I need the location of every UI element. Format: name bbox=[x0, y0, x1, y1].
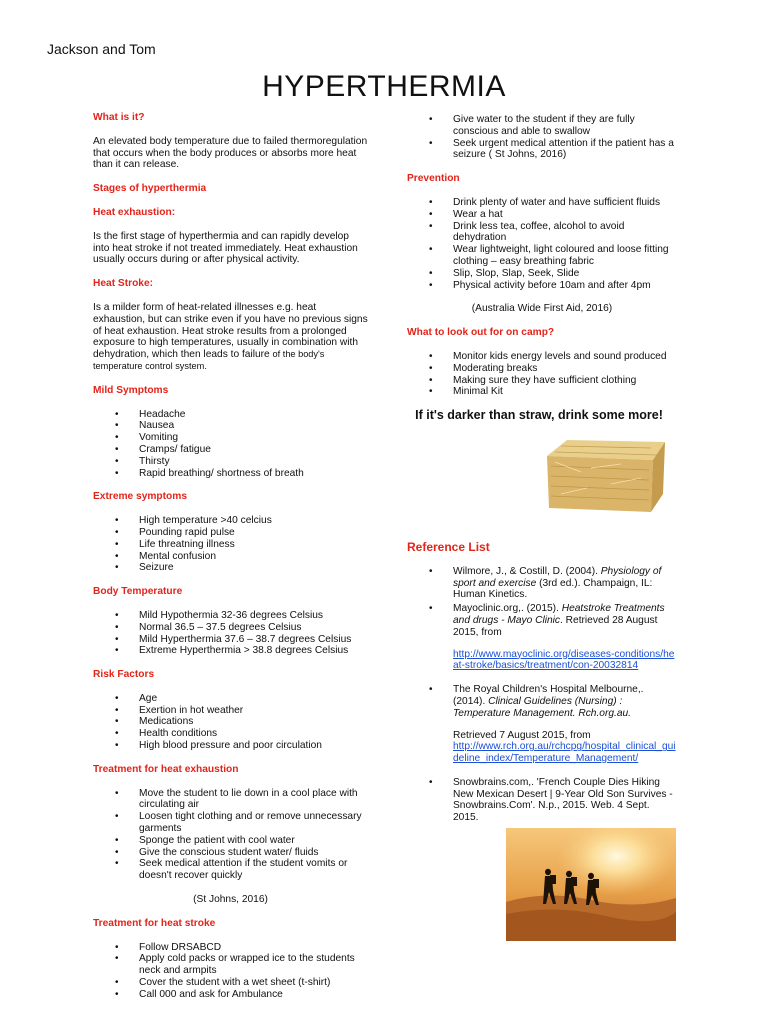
list-item: • Mild Hyperthermia 37.6 – 38.7 degrees Celsius bbox=[93, 634, 368, 646]
list-item: • Move the student to lie down in a cool place with circulating air bbox=[93, 788, 368, 812]
ref-text: Wilmore, J., & Costill, D. (2004). bbox=[453, 565, 601, 577]
treat-exhaustion-heading: Treatment for heat exhaustion bbox=[93, 763, 239, 775]
treat-stroke-list bbox=[93, 942, 368, 1001]
ref-text: Mayoclinic.org,. (2015). bbox=[453, 603, 562, 615]
list-item: • Medications bbox=[93, 716, 368, 728]
ref-text: The Royal Children's Hospital Melbourne,. (2014). bbox=[453, 684, 644, 707]
list-item: • Minimal Kit bbox=[407, 386, 677, 398]
camp-list bbox=[407, 351, 677, 398]
list-item: • Making sure they have sufficient clothing bbox=[407, 375, 677, 387]
list-item: • Drink less tea, coffee, alcohol to avoid dehydration bbox=[407, 221, 677, 245]
list-item: • Life threatning illness bbox=[93, 539, 368, 551]
reference-item bbox=[407, 684, 677, 775]
ref-link[interactable]: http://www.mayoclinic.org/diseases-conditions/heat-stroke/basics/treatment/con-20032814 bbox=[453, 648, 675, 672]
exhaustion-heading: Heat exhaustion: bbox=[93, 206, 176, 218]
camp-heading: What to look out for on camp? bbox=[407, 327, 555, 339]
prevention-heading: Prevention bbox=[407, 173, 460, 185]
hay-bale-image bbox=[541, 428, 671, 520]
ref-link[interactable]: http://www.rch.org.au/rchcpg/hospital_clinical_guideline_index/Temperature_Management/ bbox=[453, 741, 676, 765]
straw-callout: If it's darker than straw, drink some more! bbox=[415, 408, 663, 423]
list-item: • Extreme Hyperthermia > 38.8 degrees Celsius bbox=[93, 645, 368, 657]
stroke-text-tail: of the body's temperature control system. bbox=[93, 349, 325, 371]
ref-title: Clinical Guidelines (Nursing) : Temperature Management. Rch.org.au. bbox=[453, 695, 632, 719]
list-item: • Physical activity before 10am and after 4pm bbox=[407, 280, 677, 292]
list-item: • Call 000 and ask for Ambulance bbox=[93, 989, 368, 1001]
extreme-heading: Extreme symptoms bbox=[93, 491, 187, 503]
risk-heading: Risk Factors bbox=[93, 669, 155, 681]
list-item: • High temperature >40 celcius bbox=[93, 515, 368, 527]
reference-item: • Snowbrains.com,. 'French Couple Dies Hiking New Mexican Desert | 9-Year Old Son Survives - Snowbrains.Com'. N.p., 2015. Web. 4 Sept. 2015. bbox=[407, 777, 677, 824]
list-item: • Mental confusion bbox=[93, 551, 368, 563]
list-item: • Seizure bbox=[93, 562, 368, 574]
list-item: • High blood pressure and poor circulation bbox=[93, 740, 368, 752]
ref-title: Heatstroke Treatments and drugs - Mayo Clinic bbox=[453, 603, 665, 626]
list-item: • Sponge the patient with cool water bbox=[93, 835, 368, 847]
list-item: • Vomiting bbox=[93, 432, 368, 444]
list-item: • Rapid breathing/ shortness of breath bbox=[93, 468, 368, 480]
treat-exhaustion-citation: (St Johns, 2016) bbox=[193, 894, 268, 906]
treat-exhaustion-list bbox=[93, 788, 368, 882]
exhaustion-text: Is the first stage of hyperthermia and can rapidly develop into heat stroke if not treated immediately. Heat exhaustion usually occurs during or after physical activity. bbox=[93, 230, 358, 266]
list-item: • Age bbox=[93, 693, 368, 705]
what-text: An elevated body temperature due to failed thermoregulation that occurs when the body produces or absorbs more heat than it can release. bbox=[93, 135, 368, 171]
mild-heading: Mild Symptoms bbox=[93, 384, 169, 396]
reference-item bbox=[407, 566, 677, 601]
authors: Jackson and Tom bbox=[47, 41, 156, 57]
desert-hikers-image bbox=[506, 828, 676, 941]
list-item: • Give water to the student if they are fully conscious and able to swallow bbox=[407, 114, 677, 138]
list-item: • Seek medical attention if the student vomits or doesn't recover quickly bbox=[93, 858, 368, 882]
mild-list bbox=[93, 409, 368, 480]
stages-heading: Stages of hyperthermia bbox=[93, 183, 207, 195]
reference-item bbox=[407, 603, 677, 682]
list-item: • Seek urgent medical attention if the patient has a seizure ( St Johns, 2016) bbox=[407, 138, 677, 162]
list-item: • Health conditions bbox=[93, 728, 368, 740]
list-item: • Wear lightweight, light coloured and loose fitting clothing – easy breathing fabric bbox=[407, 244, 677, 268]
treat-stroke-heading: Treatment for heat stroke bbox=[93, 917, 216, 929]
list-item: • Cover the student with a wet sheet (t-shirt) bbox=[93, 977, 368, 989]
list-item: • Monitor kids energy levels and sound produced bbox=[407, 351, 677, 363]
list-item: • Mild Hypothermia 32-36 degrees Celsius bbox=[93, 610, 368, 622]
list-item: • Headache bbox=[93, 409, 368, 421]
right-column bbox=[407, 114, 677, 836]
list-item: • Drink plenty of water and have sufficient fluids bbox=[407, 197, 677, 209]
risk-list bbox=[93, 693, 368, 752]
temperature-heading: Body Temperature bbox=[93, 586, 183, 598]
reference-heading: Reference List bbox=[407, 539, 490, 554]
prevention-citation: (Australia Wide First Aid, 2016) bbox=[471, 303, 613, 315]
list-item: • Thirsty bbox=[93, 456, 368, 468]
list-item: • Give the conscious student water/ fluids bbox=[93, 847, 368, 859]
what-heading: What is it? bbox=[93, 112, 145, 123]
list-item: • Apply cold packs or wrapped ice to the students neck and armpits bbox=[93, 953, 368, 977]
ref-text: . Retrieved 28 August 2015, from bbox=[453, 614, 658, 638]
list-item: • Follow DRSABCD bbox=[93, 942, 368, 954]
extreme-list bbox=[93, 515, 368, 574]
list-item: • Cramps/ fatigue bbox=[93, 444, 368, 456]
stroke-heading: Heat Stroke: bbox=[93, 278, 154, 290]
list-item: • Moderating breaks bbox=[407, 363, 677, 375]
list-item: • Wear a hat bbox=[407, 209, 677, 221]
ref-text: Retrieved 7 August 2015, from bbox=[453, 729, 591, 741]
page-title: HYPERTHERMIA bbox=[262, 70, 506, 103]
left-column bbox=[93, 112, 368, 1013]
list-item: • Nausea bbox=[93, 420, 368, 432]
list-item: • Slip, Slop, Slap, Seek, Slide bbox=[407, 268, 677, 280]
ref-title: Physiology of sport and exercise bbox=[453, 565, 662, 589]
list-item: • Exertion in hot weather bbox=[93, 705, 368, 717]
temperature-list bbox=[93, 610, 368, 657]
list-item: • Loosen tight clothing and or remove unnecessary garments bbox=[93, 811, 368, 835]
prevention-list bbox=[407, 197, 677, 291]
reference-list bbox=[407, 566, 677, 824]
list-item: • Pounding rapid pulse bbox=[93, 527, 368, 539]
treat-stroke-continued-list bbox=[407, 114, 677, 161]
stroke-paragraph bbox=[93, 302, 368, 373]
list-item: • Normal 36.5 – 37.5 degrees Celsius bbox=[93, 622, 368, 634]
stroke-text: Is a milder form of heat-related illnesses e.g. heat exhaustion, but can strike even if you have no previous signs of heat exhaustion. Heat stroke results from a prolonged exposure to high temperatures, usually in combination with dehydration, which then leads to failure bbox=[93, 301, 368, 361]
ref-text: (3rd ed.). Champaign, IL: Human Kinetics. bbox=[453, 577, 653, 601]
